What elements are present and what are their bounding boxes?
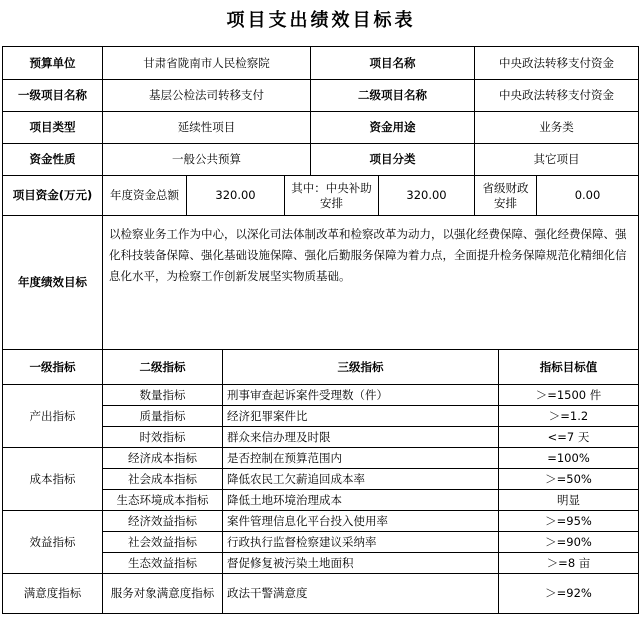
table-row-level3: 刑事审查起诉案件受理数（件）: [223, 385, 499, 406]
level2-project-value: 中央政法转移支付资金: [475, 80, 639, 112]
annual-goal-text: 以检察业务工作为中心，以深化司法体制改革和检察改革为动力，以强化经费保障、强化经费保障、强化科技装备保障、强化基础设施保障、强化后勤服务保障为着力点，全面提升检务保障规范化精细化信息化水平，为检察工作创新发展坚实物质基础。: [103, 216, 639, 350]
table-row-target: ＞=50%: [499, 469, 639, 490]
header-level1: 一级指标: [3, 350, 103, 385]
annual-total-value: 320.00: [187, 176, 285, 216]
table-row-level2: 时效指标: [103, 427, 223, 448]
provincial-value: 0.00: [537, 176, 639, 216]
table-row-target: <=7 天: [499, 427, 639, 448]
group-satisfaction-name: 满意度指标: [3, 574, 103, 614]
table-row-level2: 生态效益指标: [103, 553, 223, 574]
fund-usage-value: 业务类: [475, 112, 639, 144]
group-benefit-name: 效益指标: [3, 511, 103, 574]
table-row-target: ＞=90%: [499, 532, 639, 553]
annual-total-label: 年度资金总额: [103, 176, 187, 216]
table-row-level3: 政法干警满意度: [223, 574, 499, 614]
header-target: 指标目标值: [499, 350, 639, 385]
group-cost-name: 成本指标: [3, 448, 103, 511]
project-type-label: 项目类型: [3, 112, 103, 144]
table-row-target: ＞=1.2: [499, 406, 639, 427]
level2-project-label: 二级项目名称: [311, 80, 475, 112]
table-row-target: ＞=8 亩: [499, 553, 639, 574]
central-subsidy-value: 320.00: [379, 176, 475, 216]
project-type-value: 延续性项目: [103, 112, 311, 144]
provincial-label: 省级财政安排: [475, 176, 537, 216]
project-category-label: 项目分类: [311, 144, 475, 176]
table-row-target: ＞=95%: [499, 511, 639, 532]
table-row-level3: 是否控制在预算范围内: [223, 448, 499, 469]
table-row-level2: 数量指标: [103, 385, 223, 406]
header-level3: 三级指标: [223, 350, 499, 385]
table-row-level3: 案件管理信息化平台投入使用率: [223, 511, 499, 532]
annual-goal-label: 年度绩效目标: [3, 216, 103, 350]
project-funds-label: 项目资金(万元): [3, 176, 103, 216]
table-row-level3: 行政执行监督检察建议采纳率: [223, 532, 499, 553]
group-output-name: 产出指标: [3, 385, 103, 448]
budget-unit-value: 甘肃省陇南市人民检察院: [103, 47, 311, 80]
table-row-level3: 降低农民工欠薪追回成本率: [223, 469, 499, 490]
table-row-level2: 经济效益指标: [103, 511, 223, 532]
project-name-value: 中央政法转移支付资金: [475, 47, 639, 80]
table-row-level2: 服务对象满意度指标: [103, 574, 223, 614]
central-subsidy-label: 其中：中央补助安排: [285, 176, 379, 216]
level1-project-value: 基层公检法司转移支付: [103, 80, 311, 112]
fund-usage-label: 资金用途: [311, 112, 475, 144]
fund-nature-label: 资金性质: [3, 144, 103, 176]
table-row-target: =100%: [499, 448, 639, 469]
table-row-level3: 群众来信办理及时限: [223, 427, 499, 448]
performance-table: [2, 46, 639, 614]
project-category-value: 其它项目: [475, 144, 639, 176]
fund-nature-value: 一般公共预算: [103, 144, 311, 176]
table-row-level2: 质量指标: [103, 406, 223, 427]
table-row-target: ＞=92%: [499, 574, 639, 614]
table-row-level2: 社会效益指标: [103, 532, 223, 553]
header-level2: 二级指标: [103, 350, 223, 385]
table-row-level2: 社会成本指标: [103, 469, 223, 490]
project-name-label: 项目名称: [311, 47, 475, 80]
table-row-level3: 经济犯罪案件比: [223, 406, 499, 427]
budget-unit-label: 预算单位: [3, 47, 103, 80]
level1-project-label: 一级项目名称: [3, 80, 103, 112]
page-title: 项目支出绩效目标表: [226, 10, 416, 31]
table-row-level2: 生态环境成本指标: [103, 490, 223, 511]
table-row-level3: 督促修复被污染土地面积: [223, 553, 499, 574]
table-row-level3: 降低土地环境治理成本: [223, 490, 499, 511]
table-row-target: 明显: [499, 490, 639, 511]
table-row-level2: 经济成本指标: [103, 448, 223, 469]
table-row-target: ＞=1500 件: [499, 385, 639, 406]
